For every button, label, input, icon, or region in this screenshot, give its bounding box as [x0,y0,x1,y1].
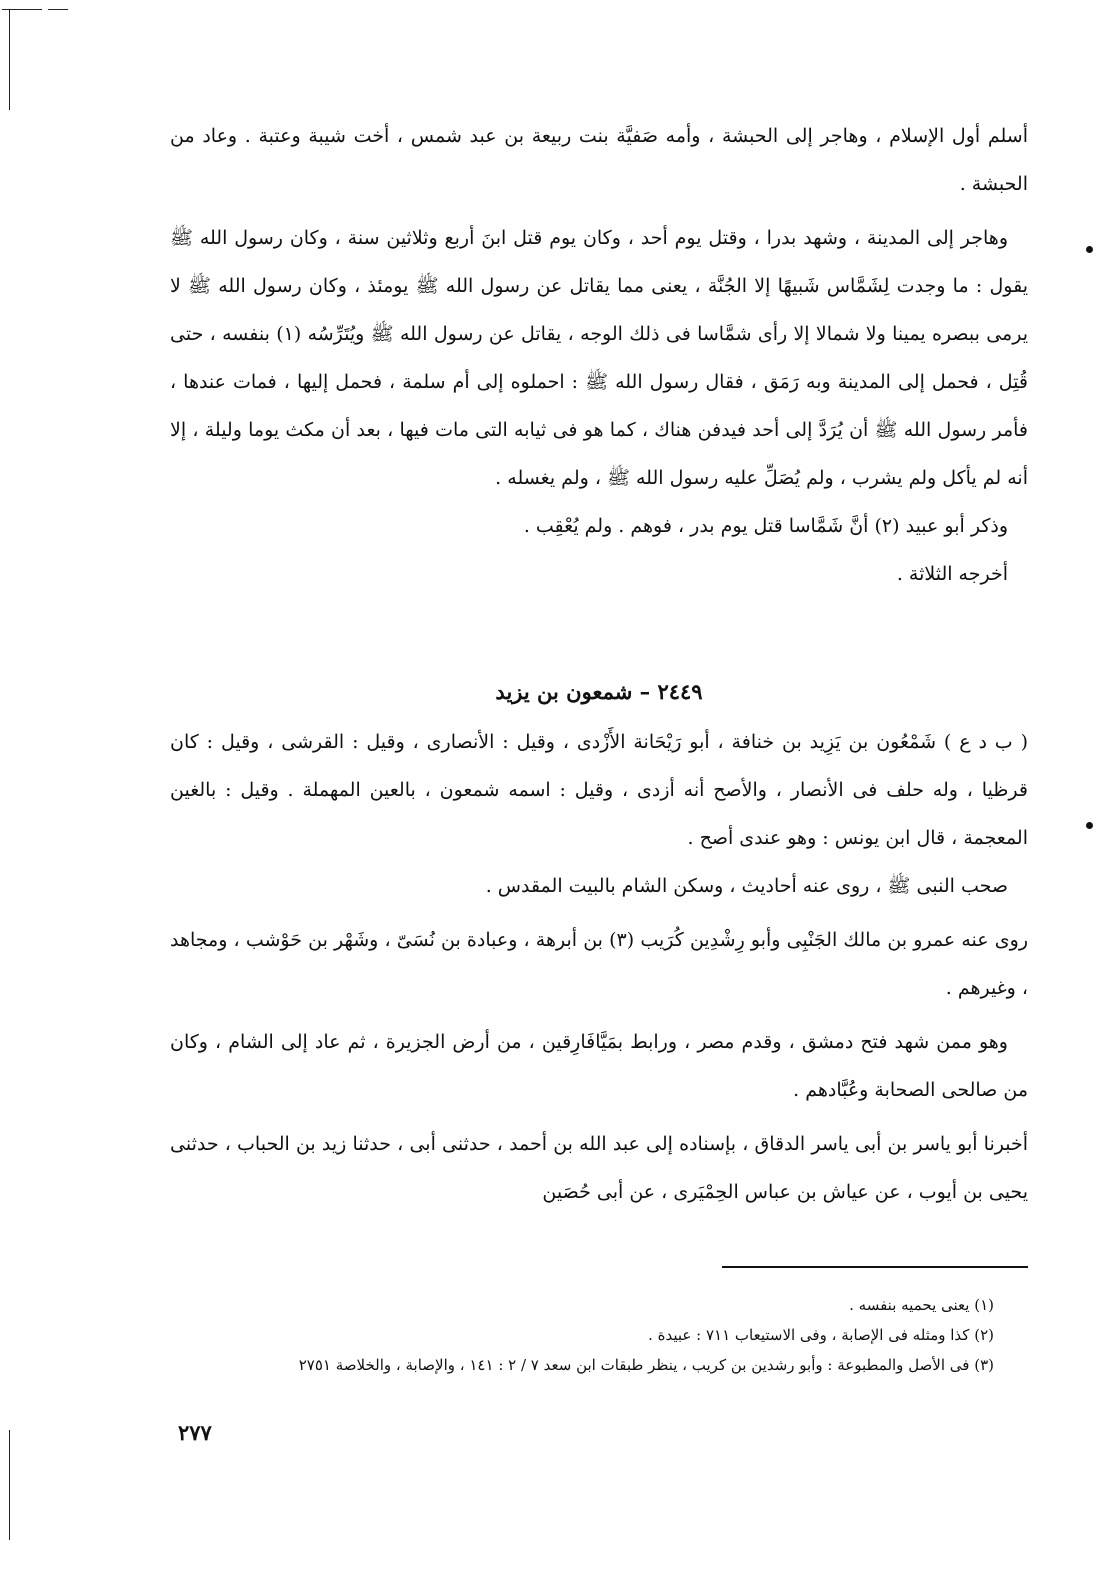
paragraph: أخبرنا أبو ياسر بن أبى ياسر الدقاق ، بإسناده إلى عبد الله بن أحمد ، حدثنى أبى ، حدثنا زيد بن الحباب ، حدثنى يحيى بن أيوب ، عن عياش بن عباس الحِمْيَرى ، عن أبى حُصَين [170,1133,1028,1203]
entry-heading: ٢٤٤٩ – شمعون بن يزيد [495,679,703,704]
paragraph: أخرجه الثلاثة . [896,563,1008,585]
paragraph: وذكر أبو عبيد (٢) أنَّ شَمَّاسا قتل يوم بدر ، فوهم . ولم يُعْقِب . [523,515,1008,537]
footnotes [160,1290,994,1380]
margin-dot-lower [1086,822,1093,829]
scan-border-top-left-2 [48,9,68,10]
footnote: (١) يعنى يحميه بنفسه . [849,1296,994,1314]
paragraph: وهاجر إلى المدينة ، وشهد بدرا ، وقتل يوم أحد ، وكان يوم قتل ابنَ أربع وثلاثين سنة ، وكان رسول الله ﷺ يقول : ما وجدت لِشَمَّاس شَبيهًا إلا الجُنَّة ، يعنى مما يقاتل عن رسول الله ﷺ يومئذ ، وكان رسول الله ﷺ لا يرمى ببصره يمينا ولا شمالا إلا رأى شمَّاسا فى ذلك الوجه ، يقاتل عن رسول الله ﷺ ويُتَرِّسُه (١) بنفسه ، حتى قُتِل ، فحمل إلى المدينة وبه رَمَق ، فقال رسول الله ﷺ : احملوه إلى أم سلمة ، فحمل إليها ، فمات عندها ، فأمر رسول الله ﷺ أن يُرَدَّ إلى أحد فيدفن هناك ، كما هو فى ثيابه التى مات فيها ، بعد أن مكث يوما وليلة ، إلا أنه لم يأكل ولم يشرب ، ولم يُصَلِّ عليه رسول الله ﷺ ، ولم يغسله . [170,227,1028,489]
margin-dot-upper [1086,246,1093,253]
body-text-bottom [170,718,1028,1216]
footnote: (٢) كذا ومثله فى الإصابة ، وفى الاستيعاب ٧١١ : عبيدة . [648,1326,994,1344]
scan-border-top-left [2,9,42,10]
paragraph: ( ب د ع ) شَمْعُون بن يَزِيد بن خنافة ، أبو رَيْحَانة الأَزْدى ، وقيل : الأنصارى ، وقيل : القرشى ، وقيل : كان قرظيا ، وله حلف فى الأنصار ، والأصح أنه أزدى ، وقيل : اسمه شمعون ، بالعين المهملة . وقيل : بالغين المعجمة ، قال ابن يونس : وهو عندى أصح . [170,731,1028,849]
paragraph: روى عنه عمرو بن مالك الجَنْبِى وأبو رِشْدِين كُرَيب (٣) بن أبرهة ، وعبادة بن نُسَىّ ، وشَهْر بن حَوْشب ، ومجاهد ، وغيرهم . [170,929,1028,999]
body-text-top [170,112,1028,598]
paragraph: صحب النبى ﷺ ، روى عنه أحاديث ، وسكن الشام بالبيت المقدس . [485,875,1008,897]
paragraph: أسلم أول الإسلام ، وهاجر إلى الحبشة ، وأمه صَفيَّة بنت ربيعة بن عبد شمس ، أخت شيبة وعتبة . وعاد من الحبشة . [170,125,1028,195]
paragraph: وهو ممن شهد فتح دمشق ، وقدم مصر ، ورابط بمَيَّافَارِقين ، من أرض الجزيرة ، ثم عاد إلى الشام ، وكان من صالحى الصحابة وعُبَّادهم . [170,1031,1028,1101]
footnote: (٣) فى الأصل والمطبوعة : وأبو رشدين بن كريب ، ينظر طبقات ابن سعد ٧ / ٢ : ١٤١ ، والإصابة ، والخلاصة ٢٧٥١ [298,1356,994,1374]
scan-border-left [9,10,10,110]
page-number: ٢٧٧ [178,1420,212,1445]
footnote-separator [722,1266,1028,1268]
scan-border-left-bottom [9,1430,10,1540]
